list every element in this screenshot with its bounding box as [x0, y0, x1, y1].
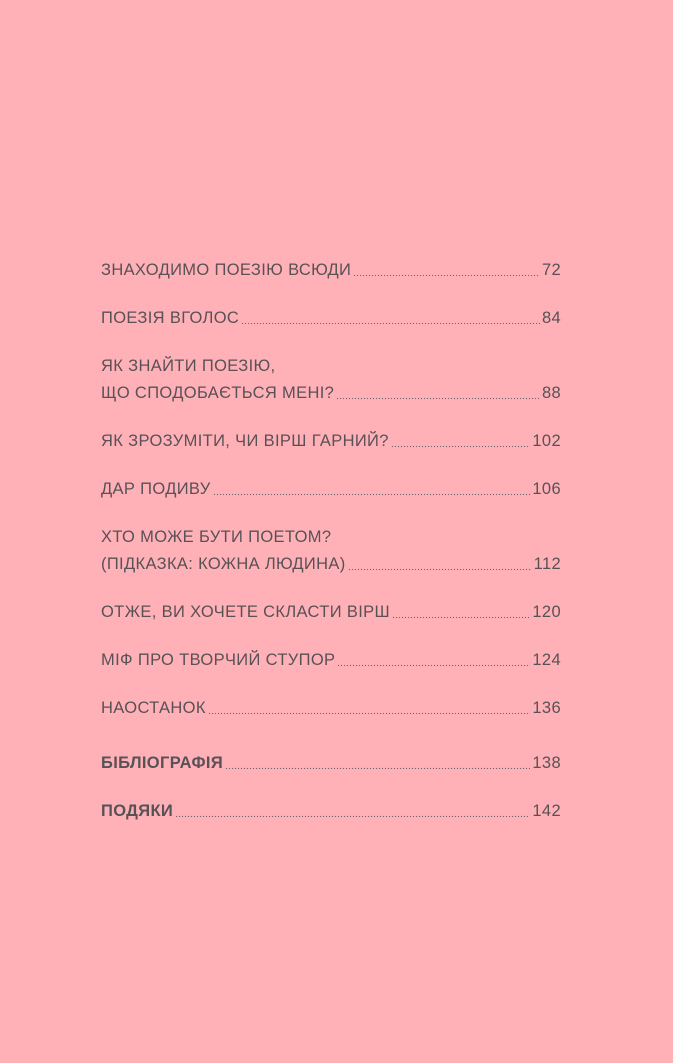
toc-entry-title: [101, 798, 173, 825]
toc-entry-title: [101, 353, 334, 407]
toc-entry-title-line: БІБЛІОГРАФІЯ: [101, 754, 224, 772]
dot-leader: [208, 712, 531, 715]
toc-entry-title: [101, 305, 239, 332]
dot-leader: [241, 322, 540, 325]
toc-entry-page: 88: [541, 384, 561, 402]
dot-leader: [175, 815, 530, 818]
toc-entry-title: [101, 750, 223, 777]
toc-entry-page: 72: [541, 261, 561, 279]
dot-leader: [213, 493, 531, 496]
dot-leader: [337, 664, 530, 667]
toc-entry-title-line: ДАР ПОДИВУ: [101, 480, 211, 498]
dot-leader: [392, 616, 530, 619]
toc-entry-page: 112: [533, 555, 561, 573]
toc-entry-title-line: ПОЕЗІЯ ВГОЛОС: [101, 309, 240, 327]
toc-entry[interactable]: [101, 599, 561, 626]
toc-entry-title-line: (ПІДКАЗКА: КОЖНА ЛЮДИНА): [101, 555, 346, 573]
toc-entry-bibliography[interactable]: [101, 750, 561, 777]
toc-entry-title-line: ЩО СПОДОБАЄТЬСЯ МЕНІ?: [101, 384, 335, 402]
toc-entry-title: [101, 524, 346, 578]
toc-entry-title: [101, 647, 335, 674]
toc-entry-title: [101, 476, 211, 503]
table-of-contents: [101, 257, 561, 846]
toc-entry-page: 102: [532, 432, 561, 450]
toc-entry-page: 124: [532, 651, 561, 669]
toc-entry-title-line: ПОДЯКИ: [101, 802, 174, 820]
toc-entry[interactable]: [101, 524, 561, 578]
toc-entry-title-line: ЯК ЗРОЗУМІТИ, ЧИ ВІРШ ГАРНИЙ?: [101, 432, 389, 450]
toc-entry-title-line: ОТЖЕ, ВИ ХОЧЕТЕ СКЛАСТИ ВІРШ: [101, 603, 390, 621]
toc-entry-page: 142: [532, 802, 561, 820]
toc-entry-title-line: МІФ ПРО ТВОРЧИЙ СТУПОР: [101, 651, 336, 669]
toc-entry[interactable]: [101, 257, 561, 284]
toc-entry[interactable]: [101, 695, 561, 722]
toc-entry-page: 120: [532, 603, 561, 621]
toc-entry-title: [101, 695, 206, 722]
toc-entry[interactable]: [101, 305, 561, 332]
dot-leader: [353, 274, 540, 277]
toc-entry-title: [101, 599, 390, 626]
dot-leader: [336, 397, 540, 400]
toc-entry-page: 84: [541, 309, 561, 327]
toc-entry-title: [101, 257, 351, 284]
toc-entry-title-line: ЯК ЗНАЙТИ ПОЕЗІЮ,: [101, 357, 276, 375]
toc-entry-page: 138: [532, 754, 561, 772]
toc-entry-title-line: НАОСТАНОК: [101, 699, 206, 717]
toc-entry[interactable]: [101, 476, 561, 503]
dot-leader: [391, 445, 531, 448]
toc-entry-title: [101, 428, 389, 455]
dot-leader: [225, 767, 530, 770]
toc-entry-title-line: ХТО МОЖЕ БУТИ ПОЕТОМ?: [101, 528, 332, 546]
toc-entry[interactable]: [101, 353, 561, 407]
toc-entry-page: 136: [532, 699, 561, 717]
toc-entry-page: 106: [532, 480, 561, 498]
dot-leader: [348, 568, 532, 571]
toc-entry[interactable]: [101, 647, 561, 674]
toc-entry[interactable]: [101, 428, 561, 455]
toc-entry-title-line: ЗНАХОДИМО ПОЕЗІЮ ВСЮДИ: [101, 261, 352, 279]
toc-entry-acknowledgements[interactable]: [101, 798, 561, 825]
